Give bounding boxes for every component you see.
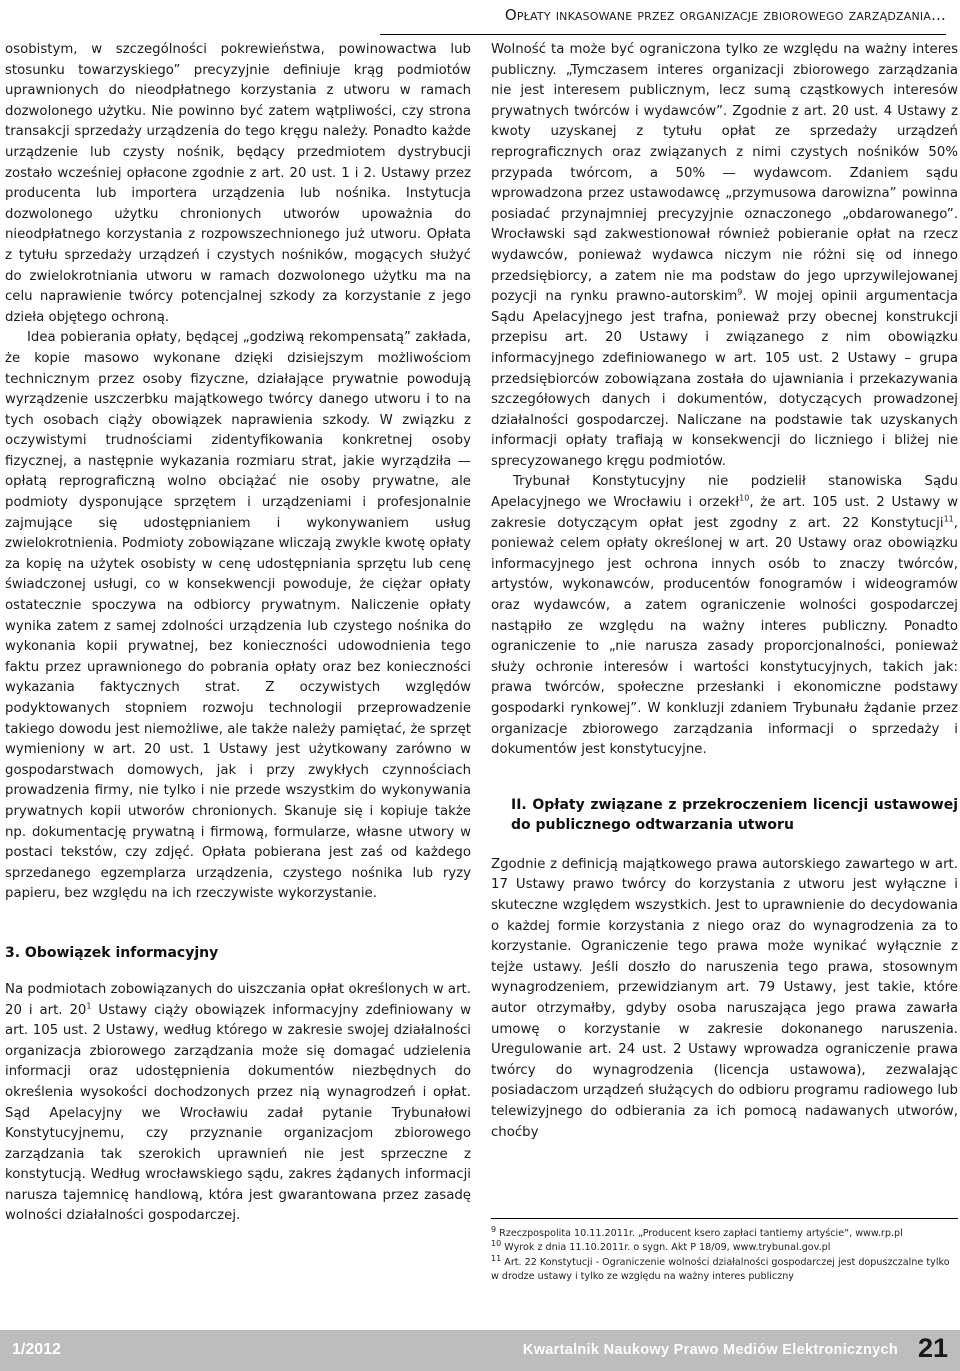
journal-title: Kwartalnik Naukowy Prawo Mediów Elektronicznych [522, 1342, 898, 1358]
footnote-10-number: 10 [491, 1239, 502, 1249]
footnote-11-number: 11 [491, 1253, 502, 1263]
footnote-10-text: Wyrok z dnia 11.10.2011r. o sygn. Akt P 18/09, www.trybunal.gov.pl [504, 1242, 831, 1254]
left-paragraph-2: Idea pobierania opłaty, będącej „godziwą rekompensatą” zakłada, że kopie masowo wykonane dzięki dzisiejszym możliwościom technicznym przez osoby fizyczne, działające prywatnie powodują wyrządzenie uszczerbku majątkowego twórcy danego utworu i to na tych osobach ciąży obowiązek naprawienia szkody. W związku z oczywistymi trudnościami zidentyfikowania konkretnej osoby fizycznej, a następnie wykazania rozmiaru strat, jakie wyrządziła — opłatą reprograficzną wolno obciążać nie osoby prywatne, ale podmioty dysponujące sprzętem i urządzeniami i profesjonalnie zajmujące się udostępnianiem i wykonywaniem usług zwielokrotnienia. Podmioty zobowiązane wliczają zwykle kwotę opłaty za kopię na użytek osobisty w cenę udostępniania sprzętu lub cenę świadczonej usługi, co w konsekwencji powoduje, że ciężar opłaty ostatecznie spoczywa na odbiorcy prywatnym. Naliczenie opłaty wynika zatem z samej zdolności urządzenia lub czystego nośnika do wykonania kopii prywatnej, bez konieczności udowodnienia tego faktu przez uprawnionego do pobrania opłaty oraz bez konieczności wykazania faktycznych strat. Z oczywistych względów podyktowanych stopniem rozwoju technologii przeprowadzenie takiego dowodu jest niemożliwe, ale także należy pamiętać, że sprzęt wymieniony w art. 20 ust. 1 Ustawy jest użytkowany zarówno w gospodarstwach domowych, jak i przy zwykłych czynnościach prowadzenia firmy, nie tylko i nie przede wszystkim do wykonywania prywatnych kopii utworów chronionych. Skanuje się i kopiuje także np. dokumentację prywatną i firmową, formularze, własne utwory w postaci tekstów, czy zdjęć. Opłata pobierana jest zaś od każdego sprzedanego egzemplarza urządzenia, czystego nośnika lub ryzy papieru, bez względu na ich rzeczywiste wykorzystanie. [5, 330, 471, 902]
right-paragraph-2 [491, 472, 958, 760]
footnote-9 [491, 1224, 958, 1241]
right-p1-part-a: Wolność ta może być ograniczona tylko ze względu na ważny interes publiczny. „Tymczasem interes organizacji zbiorowego zarządzania nie jest interesem publicznym, lecz sumą cząstkowych interesów prywatnych twórców i wydawców”. Zgodnie z art. 20 ust. 4 Ustawy z kwoty uzyskanej z tytułu opłat ze sprzedaży urządzeń reprograficznych oraz związanych z nimi czystych nośników 50% przypada twórcom, a 50% — wydawcom. Zdaniem sądu wprowadzona przez ustawodawcę „przymusowa darowizna” powinna posiadać przynajmniej precyzyjnie oznaczonego „obdarowanego”. Wrocławski sąd zakwestionował również pobieranie opłat na rzecz wydawców, ponieważ wydawca niczym nie różni się od innego przedsiębiorcy, a zatem nie ma podstaw do jego uprzywilejowanej pozycji na rynku prawno-autorskim [491, 42, 958, 305]
right-p2-part-b: , że art. 105 ust. 2 Ustawy w zakresie dotyczącym opłat jest zgodny z art. 22 Konstytucji [491, 495, 958, 531]
left-paragraph-1: osobistym, w szczególności pokrewieństwa, powinowactwa lub stosunku towarzyskiego” precyzyjnie definiuje krąg podmiotów uprawnionych do nieodpłatnego korzystania z utworu w ramach dozwolonego użytku. Nie powinno być zatem wątpliwości, czy strona transakcji sprzedaży urządzenia do tego kręgu należy. Ponadto każde urządzenie lub czysty nośnik, będący przedmiotem dystrybucji zostało wcześniej opłacone zgodnie z art. 20 ust. 1 i 2. Ustawy przez producenta lub importera urządzenia lub nośnika. Instytucja dozwolonego użytku chronionych utworów upoważnia do nieodpłatnego korzystania z rozpowszechnionego już utworu. Opłata z tytułu sprzedaży urządzeń i czystych nośników, mogących służyć do zwielokrotniania utworu w ramach dozwolonego użytku ma na celu naprawienie twórcy potencjalnej szkody za korzystanie z jego dzieła objętego ochroną. [5, 42, 471, 325]
left-p3-superscript: 1 [86, 1001, 92, 1011]
footnotes [491, 1218, 958, 1284]
section-heading-3: 3. Obowiązek informacyjny [5, 944, 219, 961]
left-p3-part-a: Na podmiotach zobowiązanych do uiszczania opłat określonych w art. 20 i art. 20 [5, 981, 471, 1018]
right-p2-part-c: , ponieważ celem opłaty określonej w art. 20 Ustawy oraz obowiązku informacyjnego jest ochrona innych osób to znaczy twórców, artystów, wykonawców, producentów fonogramów i wideogramów oraz wydawców, a zatem ograniczenie wolności gospodarczej nastąpiło ze względu na ważny interes publiczny. Ponadto ograniczenie to „nie narusza zasady proporcjonalności, ponieważ służy ochronie interesów i wartości konstytucyjnych, takich jak: prawa twórców, społeczne przesłanki i ekonomiczne podstawy gospodarki rynkowej”. W konkluzji zdaniem Trybunału żądanie przez organizacje zbiorowego zarządzania informacji o sprzedaży i dokumentów jest konstytucyjne. [491, 515, 958, 758]
page-number: 21 [917, 1333, 948, 1363]
section-heading-ii: II. Opłaty związane z przekroczeniem licencji ustawowej do publicznego odtwarzania utworu [511, 796, 958, 833]
left-column [5, 40, 471, 1227]
footnote-ref-10: 10 [739, 493, 750, 503]
footnote-11-text: Art. 22 Konstytucji - Ograniczenie wolności działalności gospodarczej jest dopuszczalne tylko w drodze ustawy i tylko ze względu na ważny interes publiczny [491, 1256, 950, 1282]
page-footer [0, 1330, 960, 1371]
running-head-title: Opłaty inkasowane przez organizacje zbiorowego zarządzania... [504, 6, 946, 24]
footnote-9-text: Rzeczpospolita 10.11.2011r. „Producent ksero zapłaci tantiemy artyście”, www.rp.pl [499, 1228, 903, 1239]
right-paragraph-1 [491, 40, 958, 472]
right-paragraph-3: Zgodnie z definicją majątkowego prawa autorskiego zawartego w art. 17 Ustawy prawo twórcy do korzystania z utworu jest wyłączne i skuteczne względem wszystkich. Jest to uprawnienie do decydowania o każdej formie korzystania z niego oraz do wynagrodzenia za to korzystanie. Ograniczenie tego prawa może wynikać wyłącznie z tejże ustawy. Jeśli doszło do naruszenia tego prawa, stosownym wynagrodzeniem, przewidzianym art. 79 Ustawy, jest takie, które autor otrzymałby, gdyby osoba naruszająca jego prawa zawarła umowę o korzystanie w zakresie dokonanego naruszenia. Uregulowanie art. 24 ust. 2 Ustawy wprowadza ograniczenie prawa twórcy do wynagrodzenia (licencja ustawowa), zezwalając posiadaczom urządzeń służących do odbioru programu radiowego lub telewizyjnego do odbierania za ich pomocą nadawanych utworów, choćby [491, 856, 958, 1140]
right-p1-part-b: . W mojej opinii argumentacja Sądu Apelacyjnego jest trafna, ponieważ przy obecnej konstrukcji przepisu art. 20 Ustawy i związanego z nim obowiązku informacyjnego zdefiniowanego w art. 105 ust. 2 Ustawy – grupa przedsiębiorców zobowiązana została do ujawniania i przekazywania szczegółowych danych i dokumentów, dotyczących prowadzonej działalności gospodarczej. Naliczane na podstawie tak uzyskanych informacji opłaty trafiają w konsekwencji do liczniego i bliżej nie sprecyzowanego kręgu podmiotów. [491, 289, 958, 469]
footnote-ref-11: 11 [943, 514, 954, 524]
footnote-ref-9: 9 [737, 287, 743, 297]
issue-number: 1/2012 [12, 1341, 61, 1358]
right-column [491, 40, 958, 1143]
footnote-10 [491, 1241, 958, 1255]
footnote-11 [491, 1253, 958, 1285]
left-paragraph-3 [5, 980, 471, 1227]
running-head [380, 0, 946, 35]
footnote-9-number: 9 [491, 1224, 497, 1234]
right-p2-part-a: Trybunał Konstytucyjny nie podzielił stanowiska Sądu Apelacyjnego we Wrocławiu i orzekł [491, 474, 958, 511]
left-p3-part-b: Ustawy ciąży obowiązek informacyjny zdefiniowany w art. 105 ust. 2 Ustawy, według którego w zakresie swojej działalności organizacja zbiorowego zarządzania może się domagać udzielenia informacji oraz udostępnienia dokumentów niezbędnych do określenia wysokości dochodzonych przez nią wynagrodzeń i opłat. Sąd Apelacyjny we Wrocławiu zadał pytanie Trybunałowi Konstytucyjnemu, czy przyznanie organizacjom zbiorowego zarządzania tak szerokich uprawnień nie jest sprzeczne z konstytucją. Według wrocławskiego sądu, zakres żądanych informacji narusza tajemnicę handlową, która jest gwarantowana przez zasadę wolności działalności gospodarczej. [5, 1002, 471, 1224]
